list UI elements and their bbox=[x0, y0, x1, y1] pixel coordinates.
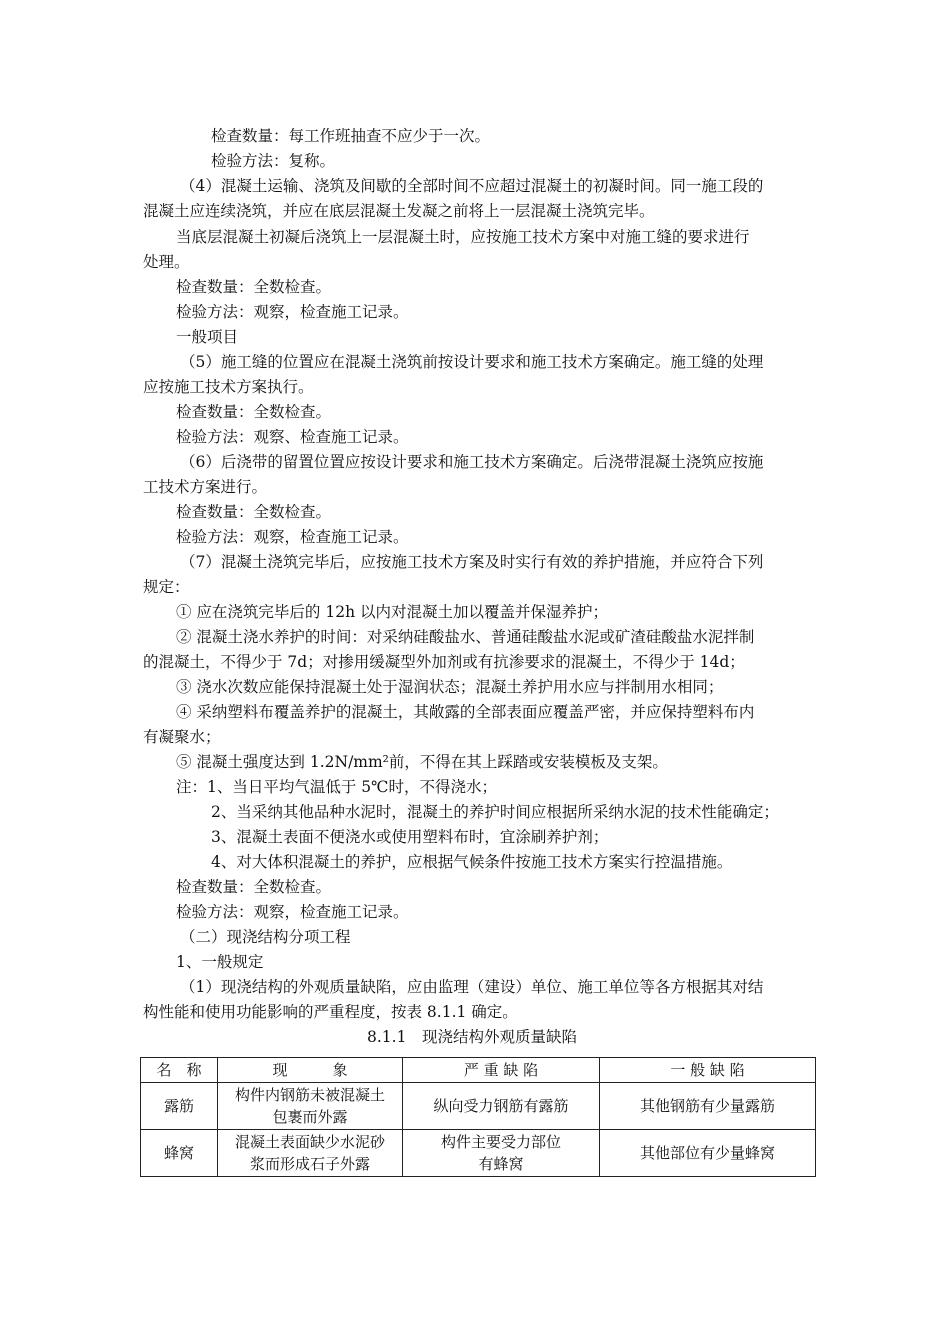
text-line: 检查数量：全数检查。 bbox=[176, 503, 332, 521]
text-line: 检验方法：观察，检查施工记录。 bbox=[176, 903, 409, 921]
text-line: 检查数量：全数检查。 bbox=[176, 878, 332, 896]
cell-text: 构件内钢筋未被混凝土 bbox=[234, 1086, 385, 1104]
text-line: 规定： bbox=[143, 578, 190, 596]
text-line: 检查数量：每工作班抽查不应少于一次。 bbox=[211, 127, 491, 145]
text-line: 构性能和使用功能影响的严重程度，按表 8.1.1 确定。 bbox=[143, 1003, 518, 1021]
text-line: （6）后浇带的留置位置应按设计要求和施工技术方案确定。后浇带混凝土浇筑应按施 bbox=[180, 453, 764, 471]
cell-phenomenon bbox=[218, 1083, 403, 1130]
list-item: ④ 采纳塑料布覆盖养护的混凝土，其敞露的全部表面应覆盖严密，并应保持塑料布内 bbox=[176, 703, 755, 721]
text-line: 检查数量：全数检查。 bbox=[176, 278, 332, 296]
text-line: （7）混凝土浇筑完毕后，应按施工技术方案及时实行有效的养护措施，并应符合下列 bbox=[180, 553, 764, 571]
text-line: 检验方法：观察，检查施工记录。 bbox=[176, 528, 409, 546]
header-cell-phenomenon: 现 象 bbox=[218, 1058, 403, 1083]
text-line: 检查数量：全数检查。 bbox=[176, 403, 332, 421]
section-heading: 1、一般规定 bbox=[176, 953, 264, 971]
text-line: 检验方法：观察，检查施工记录。 bbox=[176, 303, 409, 321]
list-item: ⑤ 混凝土强度达到 1.2N/mm²前，不得在其上踩踏或安装模板及支架。 bbox=[176, 753, 668, 771]
table-header-row bbox=[141, 1058, 816, 1083]
text-line: （4）混凝土运输、浇筑及间歇的全部时间不应超过混凝土的初凝时间。同一施工段的 bbox=[180, 177, 764, 195]
table-row bbox=[141, 1083, 816, 1130]
note-line: 2、当采纳其他品种水泥时，混凝土的养护时间应根据所采纳水泥的技术性能确定； bbox=[211, 803, 779, 821]
note-line: 4、对大体积混凝土的养护，应根据气候条件按施工技术方案实行控温措施。 bbox=[211, 853, 733, 871]
section-heading: （二）现浇结构分项工程 bbox=[180, 928, 351, 946]
text-line: 检验方法：复称。 bbox=[211, 152, 336, 170]
note-line: 注：1、当日平均气温低于 5℃时，不得浇水； bbox=[176, 778, 497, 796]
list-item: ③ 浇水次数应能保持混凝土处于湿润状态；混凝土养护用水应与拌制用水相同； bbox=[176, 678, 724, 696]
cell-text: 其他部位有少量蜂窝 bbox=[639, 1144, 775, 1162]
cell-serious bbox=[403, 1130, 600, 1177]
text-line: 混凝土应连续浇筑，并应在底层混凝土发凝之前将上一层混凝土浇筑完毕。 bbox=[143, 202, 655, 220]
cell-text: 浆而形成石子外露 bbox=[249, 1155, 370, 1173]
table-row bbox=[141, 1130, 816, 1177]
list-item: ① 应在浇筑完毕后的 12h 以内对混凝土加以覆盖并保湿养护； bbox=[176, 603, 608, 621]
defects-table bbox=[140, 1057, 816, 1177]
cell-text: 有蜂窝 bbox=[478, 1155, 524, 1173]
cell-text: 其他钢筋有少量露筋 bbox=[639, 1097, 775, 1115]
cell-text: 包裹而外露 bbox=[272, 1108, 348, 1126]
cell-general bbox=[600, 1130, 816, 1177]
text-line: 的混凝土，不得少于 7d；对掺用缓凝型外加剂或有抗渗要求的混凝土，不得少于 14d； bbox=[143, 653, 745, 671]
text-line: 检验方法：观察、检查施工记录。 bbox=[176, 428, 409, 446]
cell-serious bbox=[403, 1083, 600, 1130]
text-line: （5）施工缝的位置应在混凝土浇筑前按设计要求和施工技术方案确定。施工缝的处理 bbox=[180, 353, 764, 371]
text-line: 处理。 bbox=[143, 253, 190, 271]
header-cell-serious: 严 重 缺 陷 bbox=[403, 1058, 600, 1083]
section-heading: 一般项目 bbox=[176, 328, 239, 346]
text-line: 工技术方案进行。 bbox=[143, 478, 268, 496]
list-item: ② 混凝土浇水养护的时间：对采纳硅酸盐水、普通硅酸盐水泥或矿渣硅酸盐水泥拌制 bbox=[176, 628, 755, 646]
cell-general bbox=[600, 1083, 816, 1130]
cell-text: 构件主要受力部位 bbox=[440, 1133, 561, 1151]
cell-text: 混凝土表面缺少水泥砂 bbox=[234, 1133, 385, 1151]
text-line: （1）现浇结构的外观质量缺陷，应由监理（建设）单位、施工单位等各方根据其对结 bbox=[180, 978, 764, 996]
text-line: 有凝聚水； bbox=[143, 728, 221, 746]
cell-name: 露筋 bbox=[141, 1083, 218, 1130]
header-cell-general: 一 般 缺 陷 bbox=[600, 1058, 816, 1083]
cell-name: 蜂窝 bbox=[141, 1130, 218, 1177]
text-line: 当底层混凝土初凝后浇筑上一层混凝土时，应按施工技术方案中对施工缝的要求进行 bbox=[176, 228, 750, 246]
note-line: 3、混凝土表面不便浇水或使用塑料布时，宜涂刷养护剂； bbox=[211, 828, 609, 846]
table-caption: 8.1.1 现浇结构外观质量缺陷 bbox=[367, 1028, 577, 1046]
header-cell-name: 名 称 bbox=[141, 1058, 218, 1083]
text-line: 应按施工技术方案执行。 bbox=[143, 378, 314, 396]
cell-phenomenon bbox=[218, 1130, 403, 1177]
cell-text: 纵向受力钢筋有露筋 bbox=[433, 1097, 569, 1115]
